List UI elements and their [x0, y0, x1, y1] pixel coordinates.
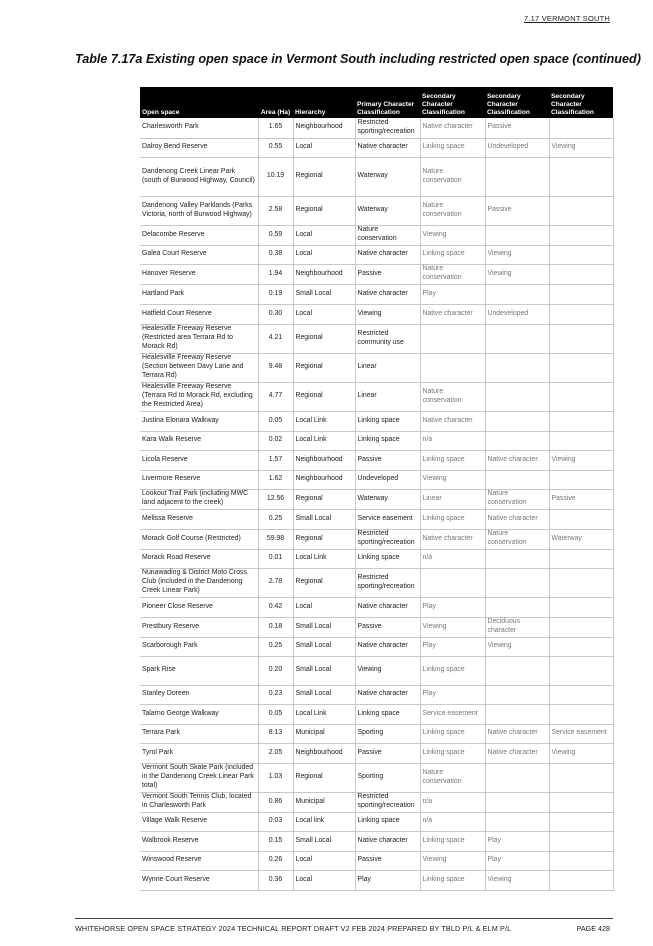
cell-area: 1.65 [258, 118, 293, 138]
table-row [140, 724, 613, 743]
cell-secondary-character-1 [420, 353, 485, 382]
cell-primary-character: Native character [355, 138, 420, 157]
cell-area: 0.25 [258, 637, 293, 656]
cell-primary-character: Native character [355, 597, 420, 617]
cell-secondary-character-3 [549, 157, 613, 196]
cell-secondary-character-3 [549, 304, 613, 324]
cell-hierarchy: Neighbourhood [293, 264, 355, 284]
table-row [140, 637, 613, 656]
cell-hierarchy: Local link [293, 812, 355, 831]
cell-open-space: Hartland Park [140, 284, 258, 304]
table-row [140, 763, 613, 792]
cell-secondary-character-3 [549, 812, 613, 831]
table-row [140, 411, 613, 431]
cell-open-space: Pioneer Close Reserve [140, 597, 258, 617]
cell-secondary-character-1: Linking space [420, 450, 485, 470]
cell-primary-character: Passive [355, 617, 420, 637]
table-row [140, 529, 613, 549]
cell-open-space: Winswood Reserve [140, 851, 258, 870]
section-label: 7.17 VERMONT SOUTH [524, 14, 610, 23]
cell-secondary-character-1: n/a [420, 812, 485, 831]
cell-secondary-character-2 [485, 225, 549, 245]
cell-hierarchy: Local [293, 597, 355, 617]
cell-secondary-character-3 [549, 704, 613, 724]
cell-open-space: Kara Walk Reserve [140, 431, 258, 450]
cell-open-space: Dalroy Bend Reserve [140, 138, 258, 157]
cell-primary-character: Restricted sporting/recreation [355, 792, 420, 812]
cell-secondary-character-3 [549, 196, 613, 225]
cell-open-space: Livermore Reserve [140, 470, 258, 489]
cell-secondary-character-3 [549, 353, 613, 382]
cell-secondary-character-1: Viewing [420, 851, 485, 870]
cell-secondary-character-2 [485, 792, 549, 812]
table-row [140, 304, 613, 324]
cell-primary-character: Linear [355, 382, 420, 411]
cell-secondary-character-1: Native character [420, 304, 485, 324]
table-row [140, 617, 613, 637]
col-header-open-space: Open space [140, 87, 258, 118]
table-row [140, 851, 613, 870]
cell-secondary-character-2 [485, 568, 549, 597]
cell-secondary-character-1 [420, 568, 485, 597]
cell-open-space: Licola Reserve [140, 450, 258, 470]
col-header-secondary-character-1: Secondary Character Classification [420, 87, 485, 118]
cell-open-space: Talarno George Walkway [140, 704, 258, 724]
cell-primary-character: Restricted community use [355, 324, 420, 353]
cell-primary-character: Restricted sporting/recreation [355, 529, 420, 549]
cell-secondary-character-2: Deciduous character [485, 617, 549, 637]
cell-secondary-character-1: Native character [420, 118, 485, 138]
table-row [140, 704, 613, 724]
cell-area: 4.21 [258, 324, 293, 353]
cell-area: 0.38 [258, 245, 293, 264]
table-row [140, 656, 613, 685]
cell-secondary-character-2: Passive [485, 118, 549, 138]
cell-secondary-character-1: Linking space [420, 724, 485, 743]
open-space-table [140, 87, 614, 891]
cell-secondary-character-1: Nature conservation [420, 264, 485, 284]
cell-hierarchy: Regional [293, 489, 355, 509]
cell-primary-character: Passive [355, 743, 420, 763]
cell-secondary-character-3 [549, 568, 613, 597]
cell-secondary-character-2 [485, 382, 549, 411]
cell-area: 12.56 [258, 489, 293, 509]
cell-area: 0.05 [258, 411, 293, 431]
cell-secondary-character-3 [549, 763, 613, 792]
cell-area: 0.59 [258, 225, 293, 245]
cell-area: 2.78 [258, 568, 293, 597]
cell-open-space: Justina Elonara Walkway [140, 411, 258, 431]
cell-area: 8.13 [258, 724, 293, 743]
cell-secondary-character-1: Nature conservation [420, 763, 485, 792]
cell-secondary-character-3: Passive [549, 489, 613, 509]
table-row [140, 831, 613, 851]
cell-area: 0.19 [258, 284, 293, 304]
table-row [140, 743, 613, 763]
table-row [140, 568, 613, 597]
cell-primary-character: Native character [355, 637, 420, 656]
cell-primary-character: Linear [355, 353, 420, 382]
cell-secondary-character-2: Undeveloped [485, 304, 549, 324]
cell-hierarchy: Local Link [293, 411, 355, 431]
table-row [140, 470, 613, 489]
cell-secondary-character-2 [485, 411, 549, 431]
cell-hierarchy: Local [293, 138, 355, 157]
cell-secondary-character-1: Native character [420, 411, 485, 431]
cell-hierarchy: Local [293, 304, 355, 324]
cell-secondary-character-1: Service easement [420, 704, 485, 724]
cell-primary-character: Linking space [355, 411, 420, 431]
cell-primary-character: Viewing [355, 656, 420, 685]
cell-area: 0.20 [258, 656, 293, 685]
cell-area: 9.48 [258, 353, 293, 382]
cell-secondary-character-3 [549, 549, 613, 568]
cell-open-space: Delacombe Reserve [140, 225, 258, 245]
table-row [140, 245, 613, 264]
cell-open-space: Hanover Reserve [140, 264, 258, 284]
cell-secondary-character-3 [549, 831, 613, 851]
cell-hierarchy: Local [293, 870, 355, 890]
cell-secondary-character-2: Play [485, 851, 549, 870]
cell-secondary-character-3 [549, 685, 613, 704]
cell-secondary-character-3 [549, 118, 613, 138]
cell-area: 1.03 [258, 763, 293, 792]
cell-hierarchy: Small Local [293, 685, 355, 704]
cell-primary-character: Passive [355, 264, 420, 284]
cell-primary-character: Waterway [355, 157, 420, 196]
cell-open-space: Scarborough Park [140, 637, 258, 656]
cell-open-space: Walbrook Reserve [140, 831, 258, 851]
table-row [140, 353, 613, 382]
cell-hierarchy: Neighbourhood [293, 743, 355, 763]
table-row [140, 138, 613, 157]
cell-secondary-character-3 [549, 264, 613, 284]
cell-secondary-character-3 [549, 637, 613, 656]
table-row [140, 431, 613, 450]
cell-secondary-character-2: Nature conservation [485, 529, 549, 549]
table-row [140, 284, 613, 304]
table-header-row [140, 87, 613, 118]
cell-secondary-character-3 [549, 411, 613, 431]
cell-hierarchy: Neighbourhood [293, 118, 355, 138]
cell-area: 0.15 [258, 831, 293, 851]
cell-hierarchy: Small Local [293, 509, 355, 529]
cell-secondary-character-1: Play [420, 597, 485, 617]
cell-secondary-character-1: Viewing [420, 617, 485, 637]
cell-secondary-character-3 [549, 245, 613, 264]
cell-area: 0.05 [258, 704, 293, 724]
cell-open-space: Prestbury Reserve [140, 617, 258, 637]
cell-secondary-character-2 [485, 656, 549, 685]
cell-hierarchy: Small Local [293, 831, 355, 851]
table-row [140, 324, 613, 353]
cell-area: 0.30 [258, 304, 293, 324]
cell-open-space: Vermont South Tennis Club, located in Charlesworth Park [140, 792, 258, 812]
cell-area: 0.86 [258, 792, 293, 812]
cell-open-space: Hatfield Court Reserve [140, 304, 258, 324]
cell-secondary-character-2 [485, 157, 549, 196]
cell-area: 0.01 [258, 549, 293, 568]
cell-secondary-character-2 [485, 704, 549, 724]
cell-secondary-character-1: Linking space [420, 743, 485, 763]
cell-area: 0.03 [258, 812, 293, 831]
cell-hierarchy: Local Link [293, 704, 355, 724]
cell-secondary-character-1: n/a [420, 549, 485, 568]
cell-area: 0.25 [258, 509, 293, 529]
footer-page-number: PAGE 428 [576, 924, 610, 933]
table-row [140, 118, 613, 138]
cell-hierarchy: Small Local [293, 284, 355, 304]
cell-secondary-character-1: Viewing [420, 225, 485, 245]
cell-area: 0.18 [258, 617, 293, 637]
cell-secondary-character-1: Viewing [420, 470, 485, 489]
cell-primary-character: Passive [355, 851, 420, 870]
cell-open-space: Lookout Trail Park (including MWC land adjacent to the creek) [140, 489, 258, 509]
cell-secondary-character-3 [549, 656, 613, 685]
table-body [140, 118, 613, 890]
cell-secondary-character-2: Play [485, 831, 549, 851]
col-header-secondary-character-2: Secondary Character Classification [485, 87, 549, 118]
col-header-secondary-character-3: Secondary Character Classification [549, 87, 613, 118]
cell-secondary-character-3 [549, 225, 613, 245]
table-row [140, 812, 613, 831]
cell-open-space: Charlesworth Park [140, 118, 258, 138]
cell-secondary-character-1: Nature conservation [420, 382, 485, 411]
cell-hierarchy: Municipal [293, 792, 355, 812]
cell-area: 1.94 [258, 264, 293, 284]
cell-hierarchy: Regional [293, 353, 355, 382]
cell-open-space: Galea Court Reserve [140, 245, 258, 264]
cell-secondary-character-2 [485, 470, 549, 489]
cell-secondary-character-1: Play [420, 685, 485, 704]
cell-secondary-character-2 [485, 353, 549, 382]
cell-open-space: Nunawading & District Moto Cross Club (included in the Dandenong Creek Linear Park) [140, 568, 258, 597]
cell-open-space: Melissa Reserve [140, 509, 258, 529]
cell-hierarchy: Small Local [293, 656, 355, 685]
cell-secondary-character-2 [485, 324, 549, 353]
cell-secondary-character-2: Viewing [485, 870, 549, 890]
cell-hierarchy: Local [293, 851, 355, 870]
cell-secondary-character-2: Viewing [485, 637, 549, 656]
cell-secondary-character-3 [549, 509, 613, 529]
table-row [140, 792, 613, 812]
cell-primary-character: Sporting [355, 724, 420, 743]
cell-primary-character: Service easement [355, 509, 420, 529]
cell-area: 0.26 [258, 851, 293, 870]
col-header-primary-character: Primary Character Classification [355, 87, 420, 118]
cell-area: 0.36 [258, 870, 293, 890]
cell-secondary-character-3 [549, 597, 613, 617]
table-row [140, 264, 613, 284]
cell-primary-character: Restricted sporting/recreation [355, 118, 420, 138]
cell-area: 0.42 [258, 597, 293, 617]
cell-secondary-character-2: Passive [485, 196, 549, 225]
table-row [140, 870, 613, 890]
cell-secondary-character-2: Native character [485, 450, 549, 470]
cell-area: 1.62 [258, 470, 293, 489]
cell-hierarchy: Regional [293, 157, 355, 196]
cell-area: 10.19 [258, 157, 293, 196]
cell-area: 0.23 [258, 685, 293, 704]
cell-area: 0.55 [258, 138, 293, 157]
cell-area: 0.02 [258, 431, 293, 450]
cell-open-space: Vermont South Skate Park (included in the Dandenong Creek Linear Park total) [140, 763, 258, 792]
cell-primary-character: Linking space [355, 812, 420, 831]
cell-hierarchy: Local [293, 245, 355, 264]
cell-secondary-character-2: Native character [485, 743, 549, 763]
cell-primary-character: Viewing [355, 304, 420, 324]
cell-secondary-character-2 [485, 812, 549, 831]
cell-hierarchy: Small Local [293, 637, 355, 656]
cell-secondary-character-1: Linear [420, 489, 485, 509]
table-row [140, 225, 613, 245]
cell-primary-character: Linking space [355, 549, 420, 568]
cell-secondary-character-3 [549, 284, 613, 304]
cell-secondary-character-1: Native character [420, 529, 485, 549]
cell-secondary-character-1: Nature conservation [420, 157, 485, 196]
cell-secondary-character-2 [485, 549, 549, 568]
cell-secondary-character-2 [485, 597, 549, 617]
cell-secondary-character-1: n/a [420, 431, 485, 450]
cell-secondary-character-2 [485, 431, 549, 450]
cell-secondary-character-1: Nature conservation [420, 196, 485, 225]
cell-area: 59.98 [258, 529, 293, 549]
cell-secondary-character-1: Linking space [420, 870, 485, 890]
table-row [140, 450, 613, 470]
table-row [140, 382, 613, 411]
cell-open-space: Morack Road Reserve [140, 549, 258, 568]
cell-hierarchy: Regional [293, 382, 355, 411]
table-title: Table 7.17a Existing open space in Vermont South including restricted open space (continued) [75, 52, 641, 66]
cell-secondary-character-3 [549, 870, 613, 890]
cell-secondary-character-1: Linking space [420, 245, 485, 264]
cell-primary-character: Linking space [355, 704, 420, 724]
cell-secondary-character-2: Native character [485, 509, 549, 529]
cell-secondary-character-3: Viewing [549, 138, 613, 157]
cell-open-space: Wynne Court Reserve [140, 870, 258, 890]
cell-open-space: Healesville Freeway Reserve (Section between Davy Lane and Terrara Rd) [140, 353, 258, 382]
cell-primary-character: Nature conservation [355, 225, 420, 245]
cell-hierarchy: Municipal [293, 724, 355, 743]
cell-primary-character: Native character [355, 245, 420, 264]
cell-secondary-character-3 [549, 792, 613, 812]
cell-open-space: Terrara Park [140, 724, 258, 743]
cell-hierarchy: Regional [293, 568, 355, 597]
cell-secondary-character-3: Viewing [549, 450, 613, 470]
cell-primary-character: Native character [355, 284, 420, 304]
cell-secondary-character-3 [549, 324, 613, 353]
cell-secondary-character-1: Linking space [420, 831, 485, 851]
cell-area: 1.57 [258, 450, 293, 470]
cell-secondary-character-2: Viewing [485, 245, 549, 264]
cell-area: 2.05 [258, 743, 293, 763]
cell-secondary-character-1: Play [420, 284, 485, 304]
cell-secondary-character-3 [549, 382, 613, 411]
cell-secondary-character-3 [549, 431, 613, 450]
cell-secondary-character-1: Play [420, 637, 485, 656]
cell-open-space: Dandenong Valley Parklands (Parks Victoria, north of Burwood Highway) [140, 196, 258, 225]
cell-secondary-character-1 [420, 324, 485, 353]
cell-secondary-character-3 [549, 851, 613, 870]
cell-hierarchy: Regional [293, 763, 355, 792]
cell-secondary-character-3: Viewing [549, 743, 613, 763]
footer-report-info: WHITEHORSE OPEN SPACE STRATEGY 2024 TECHNICAL REPORT DRAFT V2 FEB 2024 PREPARED BY TBLD P/L & ELM P/L [75, 924, 512, 933]
cell-secondary-character-2: Native character [485, 724, 549, 743]
cell-secondary-character-3: Service easement [549, 724, 613, 743]
cell-secondary-character-1: Linking space [420, 656, 485, 685]
col-header-area: Area (Ha) [258, 87, 293, 118]
cell-open-space: Dandenong Creek Linear Park (south of Burwood Highway, Council) [140, 157, 258, 196]
cell-hierarchy: Small Local [293, 617, 355, 637]
cell-open-space: Healesville Freeway Reserve (Terrara Rd to Morack Rd, excluding the Restricted Area) [140, 382, 258, 411]
cell-secondary-character-1: Linking space [420, 138, 485, 157]
cell-open-space: Healesville Freeway Reserve (Restricted area Terrara Rd to Morack Rd) [140, 324, 258, 353]
cell-primary-character: Restricted sporting/recreation [355, 568, 420, 597]
table-row [140, 597, 613, 617]
cell-hierarchy: Regional [293, 529, 355, 549]
cell-open-space: Spark Rise [140, 656, 258, 685]
cell-secondary-character-3 [549, 470, 613, 489]
cell-open-space: Village Walk Reserve [140, 812, 258, 831]
cell-secondary-character-3: Waterway [549, 529, 613, 549]
table-row [140, 157, 613, 196]
table-row [140, 549, 613, 568]
cell-primary-character: Undeveloped [355, 470, 420, 489]
cell-area: 4.77 [258, 382, 293, 411]
cell-secondary-character-2: Undeveloped [485, 138, 549, 157]
cell-primary-character: Play [355, 870, 420, 890]
cell-hierarchy: Local [293, 225, 355, 245]
cell-primary-character: Passive [355, 450, 420, 470]
cell-hierarchy: Local Link [293, 431, 355, 450]
cell-hierarchy: Local Link [293, 549, 355, 568]
cell-secondary-character-2 [485, 763, 549, 792]
table-row [140, 509, 613, 529]
cell-primary-character: Waterway [355, 196, 420, 225]
cell-open-space: Morack Golf Course (Restricted) [140, 529, 258, 549]
cell-primary-character: Native character [355, 831, 420, 851]
cell-primary-character: Waterway [355, 489, 420, 509]
cell-secondary-character-2 [485, 284, 549, 304]
cell-secondary-character-2 [485, 685, 549, 704]
table-row [140, 685, 613, 704]
cell-hierarchy: Regional [293, 196, 355, 225]
cell-primary-character: Sporting [355, 763, 420, 792]
cell-hierarchy: Neighbourhood [293, 450, 355, 470]
cell-primary-character: Native character [355, 685, 420, 704]
cell-secondary-character-3 [549, 617, 613, 637]
cell-primary-character: Linking space [355, 431, 420, 450]
cell-secondary-character-1: Linking space [420, 509, 485, 529]
cell-secondary-character-1: n/a [420, 792, 485, 812]
table-row [140, 489, 613, 509]
cell-secondary-character-2: Nature conservation [485, 489, 549, 509]
cell-open-space: Stanley Doreen [140, 685, 258, 704]
cell-open-space: Tyrol Park [140, 743, 258, 763]
cell-area: 2.58 [258, 196, 293, 225]
footer-divider [75, 918, 613, 919]
cell-hierarchy: Regional [293, 324, 355, 353]
table-row [140, 196, 613, 225]
col-header-hierarchy: Hierarchy [293, 87, 355, 118]
cell-hierarchy: Neighbourhood [293, 470, 355, 489]
cell-secondary-character-2: Viewing [485, 264, 549, 284]
